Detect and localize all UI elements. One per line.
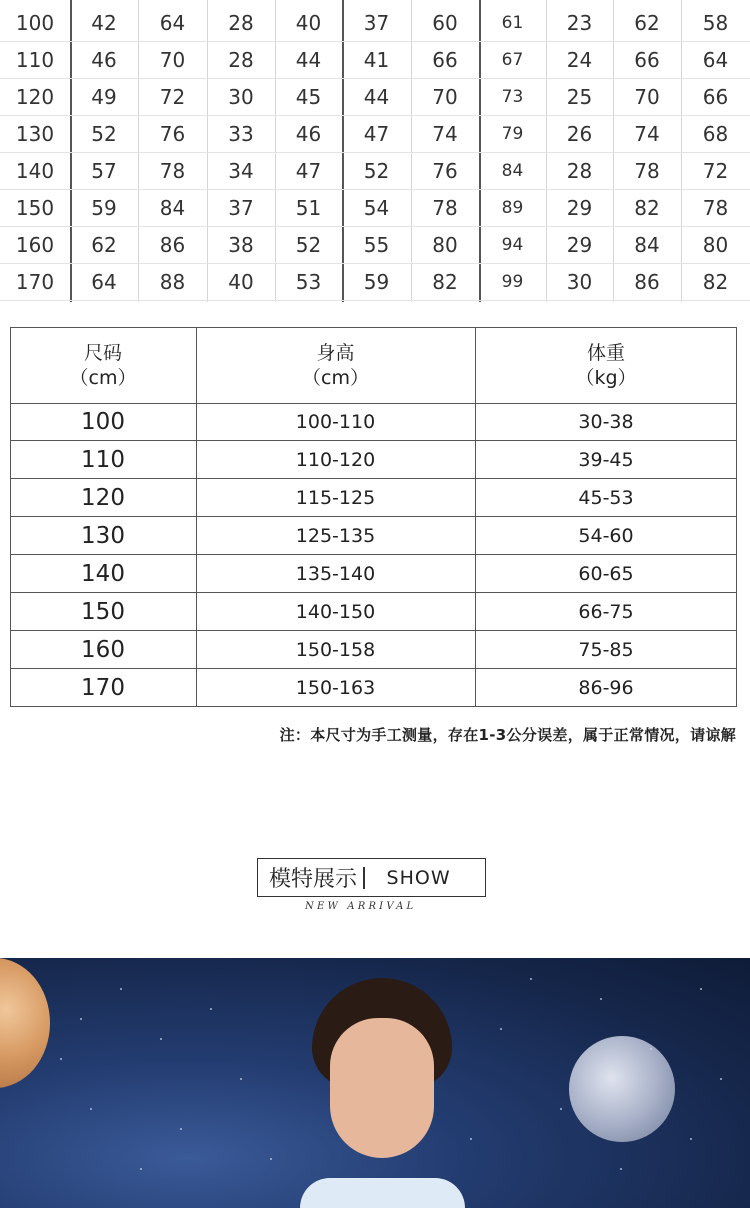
table-row <box>0 115 750 152</box>
table-cell: 80 <box>411 226 479 264</box>
table-cell: 82 <box>411 263 479 301</box>
table-cell: 94 <box>479 226 546 264</box>
table-cell: 68 <box>681 115 750 153</box>
table-cell: 49 <box>70 78 138 116</box>
table-cell: 25 <box>546 78 613 116</box>
model-show-title <box>257 858 486 897</box>
star-dot <box>120 988 122 990</box>
table-cell: 82 <box>613 189 681 227</box>
star-dot <box>160 1038 162 1040</box>
table-cell: 120 <box>0 78 70 116</box>
table-cell: 40 <box>275 4 342 42</box>
table-cell: 110 <box>0 41 70 79</box>
table-cell: 52 <box>275 226 342 264</box>
table-row <box>0 78 750 115</box>
size-weight-cell: 39-45 <box>578 448 634 471</box>
table-cell: 76 <box>138 115 207 153</box>
table-cell: 74 <box>613 115 681 153</box>
table-cell: 40 <box>207 263 275 301</box>
star-dot <box>270 1158 272 1160</box>
table-cell: 30 <box>546 263 613 301</box>
table-cell: 59 <box>342 263 411 301</box>
table-cell: 47 <box>275 152 342 190</box>
size-size-cell: 120 <box>81 484 125 511</box>
table-cell: 64 <box>681 41 750 79</box>
size-weight-cell: 75-85 <box>578 638 634 661</box>
table-cell: 80 <box>681 226 750 264</box>
table-cell: 140 <box>0 152 70 190</box>
table-cell: 86 <box>138 226 207 264</box>
table-cell: 88 <box>138 263 207 301</box>
table-cell: 170 <box>0 263 70 301</box>
size-weight-cell: 60-65 <box>578 562 634 585</box>
table-cell: 28 <box>207 41 275 79</box>
table-cell: 55 <box>342 226 411 264</box>
size-row <box>10 593 737 631</box>
table-cell: 60 <box>411 4 479 42</box>
table-cell: 84 <box>613 226 681 264</box>
table-cell: 72 <box>681 152 750 190</box>
star-dot <box>690 1138 692 1140</box>
model-photo <box>0 958 750 1208</box>
star-dot <box>720 1078 722 1080</box>
table-cell: 45 <box>275 78 342 116</box>
table-cell: 28 <box>207 4 275 42</box>
star-dot <box>470 1138 472 1140</box>
size-size-cell: 160 <box>81 636 125 663</box>
table-row <box>0 226 750 263</box>
table-cell: 37 <box>207 189 275 227</box>
size-height-cell: 115-125 <box>295 486 376 509</box>
table-cell: 66 <box>681 78 750 116</box>
table-cell: 130 <box>0 115 70 153</box>
table-cell: 74 <box>411 115 479 153</box>
size-row <box>10 479 737 517</box>
table-cell: 61 <box>479 4 546 42</box>
table-row <box>0 263 750 300</box>
table-cell: 89 <box>479 189 546 227</box>
table-cell: 57 <box>70 152 138 190</box>
star-dot <box>140 1168 142 1170</box>
table-cell: 28 <box>546 152 613 190</box>
table-cell: 84 <box>138 189 207 227</box>
planet-right-image <box>569 1036 675 1142</box>
table-cell: 62 <box>70 226 138 264</box>
table-cell: 52 <box>70 115 138 153</box>
star-dot <box>60 1058 62 1060</box>
table-cell: 67 <box>479 41 546 79</box>
table-cell: 38 <box>207 226 275 264</box>
star-dot <box>620 1168 622 1170</box>
size-row <box>10 517 737 555</box>
table-cell: 64 <box>70 263 138 301</box>
size-chart-table <box>10 327 737 706</box>
table-cell: 62 <box>613 4 681 42</box>
table-cell: 99 <box>479 263 546 301</box>
table-cell: 29 <box>546 226 613 264</box>
table-cell: 78 <box>613 152 681 190</box>
table-cell: 37 <box>342 4 411 42</box>
star-dot <box>90 1108 92 1110</box>
table-cell: 42 <box>70 4 138 42</box>
table-cell: 78 <box>138 152 207 190</box>
table-cell: 33 <box>207 115 275 153</box>
table-cell: 30 <box>207 78 275 116</box>
table-cell: 79 <box>479 115 546 153</box>
size-size-cell: 150 <box>81 598 125 625</box>
size-size-cell: 170 <box>81 674 125 701</box>
size-row <box>10 403 737 441</box>
star-dot <box>210 1008 212 1010</box>
table-cell: 44 <box>342 78 411 116</box>
table-cell: 59 <box>70 189 138 227</box>
table-cell: 47 <box>342 115 411 153</box>
table-cell: 84 <box>479 152 546 190</box>
table-cell: 70 <box>138 41 207 79</box>
size-height-cell: 125-135 <box>295 524 376 547</box>
size-row <box>10 631 737 669</box>
star-dot <box>530 978 532 980</box>
size-size-cell: 100 <box>81 408 125 435</box>
size-row <box>10 555 737 593</box>
size-row <box>10 669 737 707</box>
table-cell: 52 <box>342 152 411 190</box>
table-cell: 78 <box>411 189 479 227</box>
table-row <box>0 41 750 78</box>
star-dot <box>700 988 702 990</box>
table-header-row <box>10 328 737 404</box>
star-dot <box>80 1018 82 1020</box>
star-dot <box>240 1078 242 1080</box>
table-cell: 70 <box>411 78 479 116</box>
table-cell: 150 <box>0 189 70 227</box>
table-cell: 53 <box>275 263 342 301</box>
size-weight-cell: 45-53 <box>578 486 634 509</box>
title-cn: 模特展示 <box>269 867 358 892</box>
star-dot <box>600 998 602 1000</box>
size-weight-cell: 86-96 <box>578 676 634 699</box>
table-cell: 29 <box>546 189 613 227</box>
table-cell: 76 <box>411 152 479 190</box>
table-cell: 23 <box>546 4 613 42</box>
table-cell: 78 <box>681 189 750 227</box>
table-cell: 44 <box>275 41 342 79</box>
table-cell: 41 <box>342 41 411 79</box>
new-arrival-subtitle: NEW ARRIVAL <box>305 901 417 912</box>
table-cell: 51 <box>275 189 342 227</box>
planet-left-image <box>0 958 50 1088</box>
table-cell: 58 <box>681 4 750 42</box>
star-dot <box>180 1128 182 1130</box>
table-cell: 73 <box>479 78 546 116</box>
size-weight-cell: 54-60 <box>578 524 634 547</box>
table-cell: 66 <box>411 41 479 79</box>
table-cell: 24 <box>546 41 613 79</box>
star-dot <box>500 1028 502 1030</box>
table-cell: 70 <box>613 78 681 116</box>
header-size: 尺码 （cm） <box>69 341 137 389</box>
table-row <box>0 4 750 41</box>
size-size-cell: 110 <box>81 446 125 473</box>
header-weight: 体重 （kg） <box>575 341 637 389</box>
table-cell: 46 <box>70 41 138 79</box>
divider <box>363 867 365 889</box>
size-height-cell: 110-120 <box>295 448 376 471</box>
measurement-note: 注：本尺寸为手工测量，存在1-3公分误差，属于正常情况，请谅解 <box>279 726 736 744</box>
table-cell: 82 <box>681 263 750 301</box>
size-size-cell: 140 <box>81 560 125 587</box>
size-size-cell: 130 <box>81 522 125 549</box>
table-cell: 100 <box>0 4 70 42</box>
size-height-cell: 150-158 <box>295 638 376 661</box>
size-weight-cell: 30-38 <box>578 410 634 433</box>
table-cell: 64 <box>138 4 207 42</box>
size-height-cell: 135-140 <box>295 562 376 585</box>
table-cell: 46 <box>275 115 342 153</box>
size-height-cell: 100-110 <box>295 410 376 433</box>
table-cell: 66 <box>613 41 681 79</box>
table-cell: 34 <box>207 152 275 190</box>
star-dot <box>650 1048 652 1050</box>
table-cell: 26 <box>546 115 613 153</box>
star-dot <box>560 1108 562 1110</box>
model-boy-image <box>300 978 465 1208</box>
size-row <box>10 441 737 479</box>
table-row <box>0 152 750 189</box>
size-height-cell: 140-150 <box>295 600 376 623</box>
measurement-table <box>0 0 750 305</box>
table-cell: 160 <box>0 226 70 264</box>
size-height-cell: 150-163 <box>295 676 376 699</box>
size-weight-cell: 66-75 <box>578 600 634 623</box>
table-cell: 54 <box>342 189 411 227</box>
title-en: SHOW <box>386 866 451 889</box>
table-row <box>0 189 750 226</box>
header-height: 身高 （cm） <box>302 341 369 389</box>
table-cell: 86 <box>613 263 681 301</box>
table-cell: 72 <box>138 78 207 116</box>
